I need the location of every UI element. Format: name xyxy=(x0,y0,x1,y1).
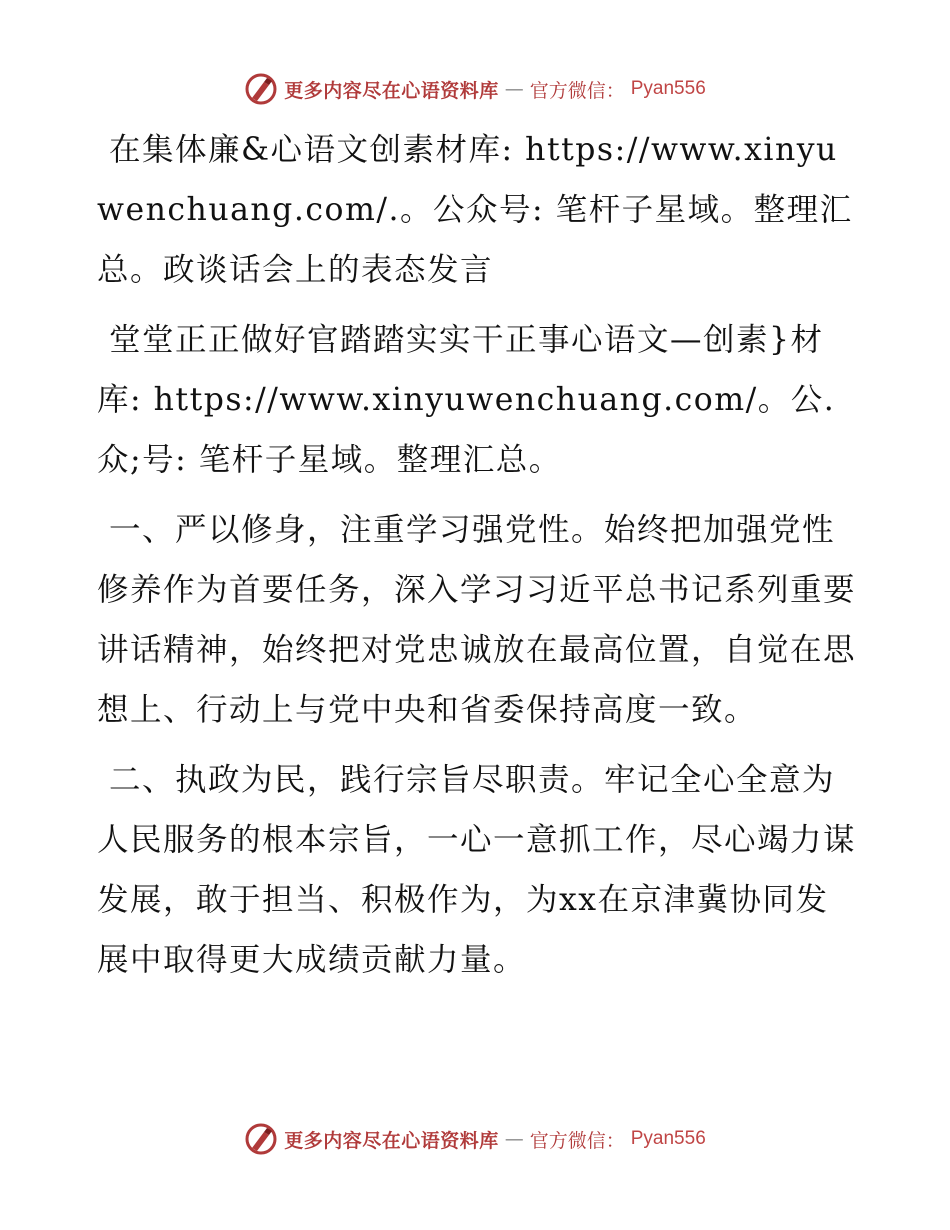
header-watermark xyxy=(0,72,950,106)
paragraph-title: 在集体廉&心语文创素材库: https://www.xinyuwenchuang.com/.。公众号: 笔杆子星域。整理汇总。政谈话会上的表态发言 xyxy=(97,132,853,288)
paragraph-point-two: 二、执政为民，践行宗旨尽职责。牢记全心全意为人民服务的根本宗旨，一心一意抓工作，尽心竭力谋发展，敢于担当、积极作为，为xx在京津冀协同发展中取得更大成绩贡献力量。 xyxy=(97,762,857,978)
watermark-wechat-id: Pyan556 xyxy=(630,1128,706,1149)
watermark-wechat-id: Pyan556 xyxy=(630,78,706,99)
watermark-text: 更多内容尽在心语资料库 xyxy=(284,79,499,102)
watermark-wechat-label: 官方微信： xyxy=(529,79,625,102)
watermark-dash: — xyxy=(504,1128,524,1150)
pen-logo-icon xyxy=(244,72,278,106)
pen-logo-icon xyxy=(244,1122,278,1156)
watermark-text: 更多内容尽在心语资料库 xyxy=(284,1129,499,1152)
document-body xyxy=(97,120,857,1000)
watermark-wechat-label: 官方微信： xyxy=(529,1129,625,1152)
footer-watermark xyxy=(0,1122,950,1156)
paragraph-subtitle: 堂堂正正做好官踏踏实实干正事心语文—创素}材库: https://www.xinyuwenchuang.com/。公.众;号: 笔杆子星域。整理汇总。 xyxy=(97,322,836,478)
paragraph-point-one: 一、严以修身，注重学习强党性。始终把加强党性修养作为首要任务，深入学习习近平总书记系列重要讲话精神，始终把对党忠诚放在最高位置，自觉在思想上、行动上与党中央和省委保持高度一致。 xyxy=(97,512,857,728)
watermark-dash: — xyxy=(504,78,524,100)
